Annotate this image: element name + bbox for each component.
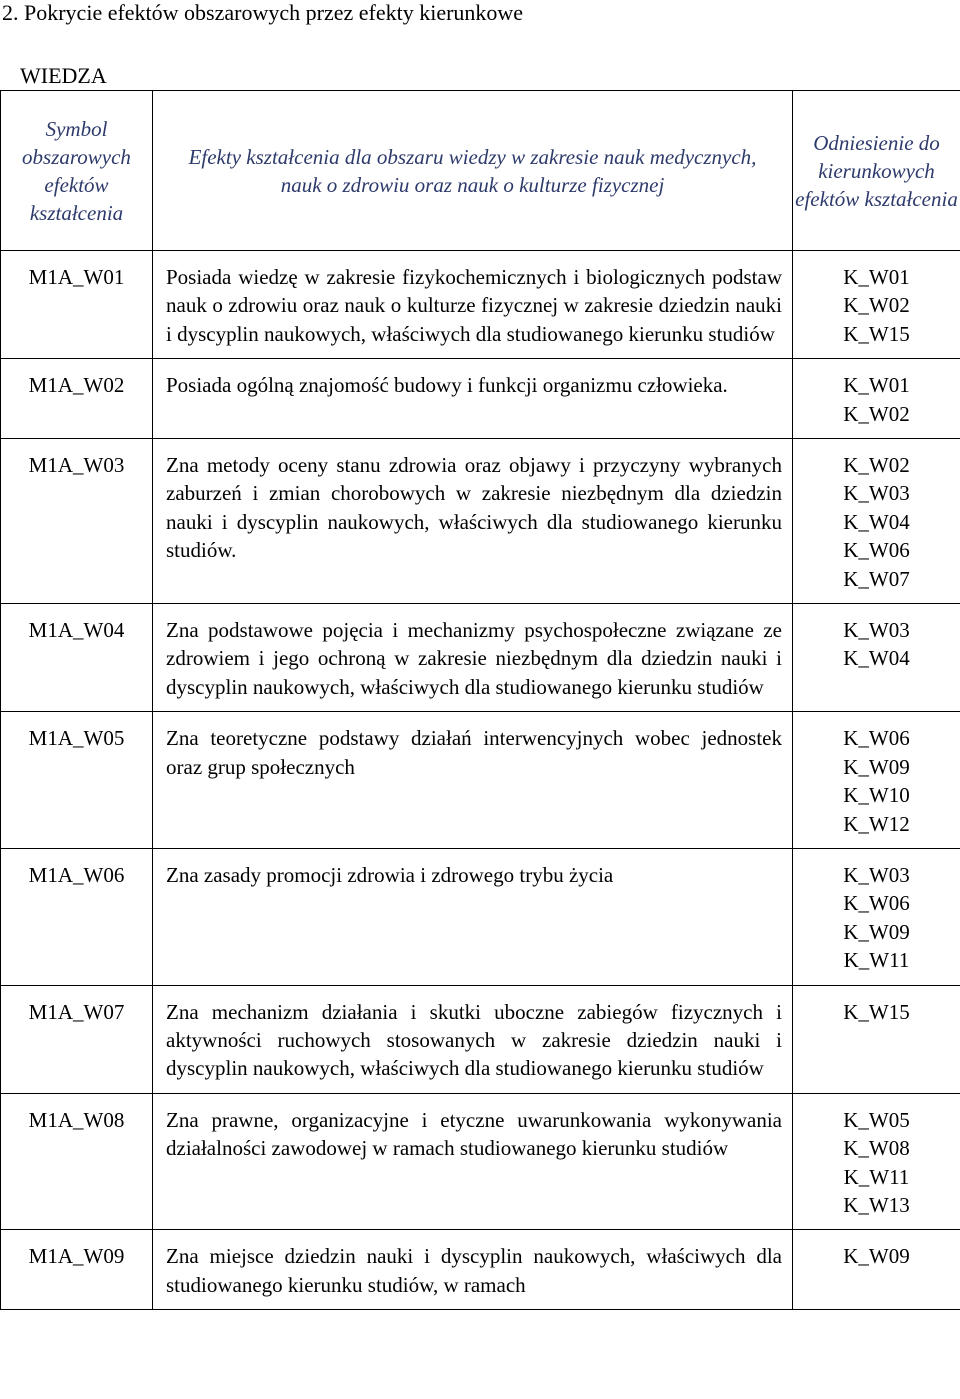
area-effect-symbol: M1A_W07 <box>1 985 153 1093</box>
area-effect-description: Zna teoretyczne podstawy działań interwencyjnych wobec jednostek oraz grup społecznych <box>153 712 793 849</box>
table-row <box>1 359 960 439</box>
area-effect-description: Posiada ogólną znajomość budowy i funkcji organizmu człowieka. <box>153 359 793 439</box>
table-row <box>1 1093 960 1230</box>
area-effect-description: Zna mechanizm działania i skutki uboczne zabiegów fizycznych i aktywności ruchowych stosowanych w zakresie dziedzin nauki i dyscyplin naukowych, właściwych dla studiowanego kierunku studiów <box>153 985 793 1093</box>
direction-effect-code: K_W01 <box>843 373 910 398</box>
area-effect-symbol: M1A_W03 <box>1 439 153 604</box>
direction-effect-code: K_W02 <box>843 453 910 478</box>
direction-effect-code: K_W06 <box>843 891 910 916</box>
direction-effect-code: K_W10 <box>843 783 910 808</box>
direction-effect-refs <box>793 1230 960 1310</box>
direction-effect-code: K_W05 <box>843 1107 910 1132</box>
direction-effect-refs <box>793 251 960 359</box>
header-symbol <box>1 91 153 251</box>
effects-coverage-table <box>0 90 960 1310</box>
direction-effect-code: K_W06 <box>843 538 910 563</box>
direction-effect-code: K_W03 <box>843 618 910 643</box>
area-effect-description: Zna zasady promocji zdrowia i zdrowego trybu życia <box>153 848 793 985</box>
direction-effect-refs <box>793 439 960 604</box>
area-effect-symbol: M1A_W01 <box>1 251 153 359</box>
direction-effect-code: K_W07 <box>843 566 910 591</box>
area-effect-description: Zna prawne, organizacyjne i etyczne uwarunkowania wykonywania działalności zawodowej w ramach studiowanego kierunku studiów <box>153 1093 793 1230</box>
direction-effect-code: K_W03 <box>843 481 910 506</box>
area-effect-description: Posiada wiedzę w zakresie fizykochemicznych i biologicznych podstaw nauk o zdrowiu oraz nauk o kulturze fizycznej w zakresie dziedzin nauki i dyscyplin naukowych, właściwych dla studiowanego kierunku studiów <box>153 251 793 359</box>
direction-effect-refs <box>793 359 960 439</box>
direction-effect-code: K_W15 <box>843 321 910 346</box>
direction-effect-refs <box>793 985 960 1093</box>
area-effect-symbol: M1A_W02 <box>1 359 153 439</box>
direction-effect-code: K_W09 <box>843 754 910 779</box>
direction-effect-code: K_W01 <box>843 265 910 289</box>
direction-effect-code: K_W04 <box>843 646 910 671</box>
direction-effect-code: K_W11 <box>843 1164 910 1189</box>
direction-effect-code: K_W06 <box>843 726 910 751</box>
direction-effect-code: K_W02 <box>843 401 910 426</box>
header-symbol-text: Symbol obszarowych efektów kształcenia <box>22 116 131 225</box>
section-title: 2. Pokrycie efektów obszarowych przez efekty kierunkowe <box>2 0 524 25</box>
table-header-row <box>1 91 960 251</box>
area-effect-description: Zna metody oceny stanu zdrowia oraz objawy i przyczyny wybranych zaburzeń i zmian chorobowych w zakresie niezbędnym dla dziedzin nauki i dyscyplin naukowych, właściwych dla studiowanego kierunku studiów. <box>153 439 793 604</box>
direction-effect-code: K_W03 <box>843 862 910 887</box>
direction-effect-refs <box>793 712 960 849</box>
table-row <box>1 1230 960 1310</box>
table-body <box>1 91 960 1310</box>
direction-effect-code: K_W15 <box>843 999 910 1024</box>
area-effect-description: Zna podstawowe pojęcia i mechanizmy psychospołeczne związane ze zdrowiem i jego ochroną w zakresie niezbędnym dla dziedzin nauki i dyscyplin naukowych, właściwych dla studiowanego kierunku studiów <box>153 604 793 712</box>
direction-effect-code: K_W08 <box>843 1136 910 1161</box>
direction-effect-code: K_W12 <box>843 811 910 836</box>
header-reference: Odniesienie do kierunkowych efektów kształcenia <box>793 91 960 251</box>
direction-effect-refs <box>793 604 960 712</box>
direction-effect-code: K_W09 <box>843 1244 910 1269</box>
area-effect-description: Zna miejsce dziedzin nauki i dyscyplin naukowych, właściwych dla studiowanego kierunku studiów, w ramach <box>153 1230 793 1310</box>
direction-effect-code: K_W02 <box>843 293 910 318</box>
direction-effect-code: K_W13 <box>843 1192 910 1217</box>
area-effect-symbol: M1A_W06 <box>1 848 153 985</box>
direction-effect-refs <box>793 1093 960 1230</box>
direction-effect-code: K_W04 <box>843 509 910 534</box>
direction-effect-code: K_W09 <box>843 919 910 944</box>
table-row <box>1 712 960 849</box>
table-row <box>1 985 960 1093</box>
area-effect-symbol: M1A_W09 <box>1 1230 153 1310</box>
area-effect-symbol: M1A_W05 <box>1 712 153 849</box>
area-effect-symbol: M1A_W04 <box>1 604 153 712</box>
table-row <box>1 251 960 359</box>
table-row <box>1 848 960 985</box>
table-row <box>1 604 960 712</box>
group-label-wiedza: WIEDZA <box>20 63 107 88</box>
direction-effect-code: K_W11 <box>843 948 910 973</box>
table-row <box>1 439 960 604</box>
direction-effect-refs <box>793 848 960 985</box>
area-effect-symbol: M1A_W08 <box>1 1093 153 1230</box>
header-description: Efekty kształcenia dla obszaru wiedzy w zakresie nauk medycznych, nauk o zdrowiu oraz nauk o kulturze fizycznej <box>153 91 793 251</box>
